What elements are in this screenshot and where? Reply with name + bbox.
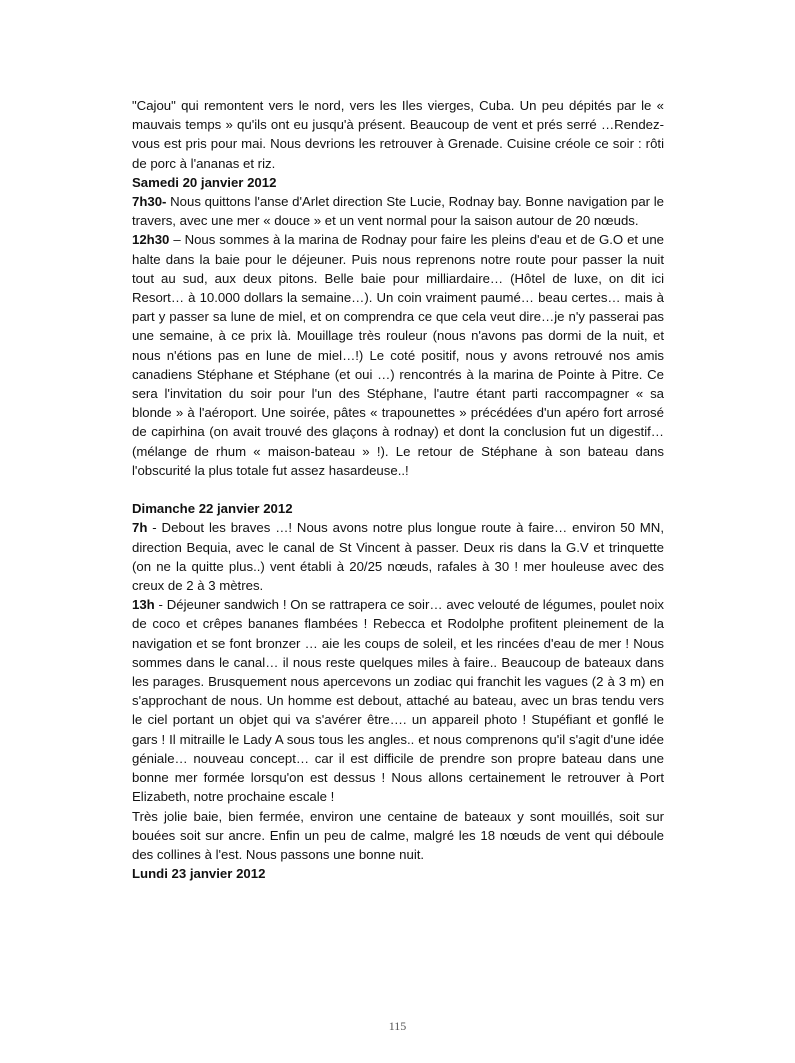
time-label: 13h xyxy=(132,597,155,613)
time-label: 7h30- xyxy=(132,194,167,210)
date-heading: Samedi 20 janvier 2012 xyxy=(132,174,277,190)
paragraph-text: – Nous sommes à la marina de Rodnay pour faire les pleins d'eau et de G.O et une halte dans la baie pour le déjeuner. Puis nous reprenons notre route pour passer la nuit tout au sud, aux deux pitons. Belle baie pour milliardaire… (Hôtel de luxe, on dit ici Resort… à 10.000 dollars la semaine…). Un coin vraiment paumé… beau certes… mais à part y passer sa lune de miel, et on comprendra ce que cela veut dire…je n'y passerai pas une semaine, à ce prix là. Mouillage très rouleur (nous n'avons pas dormi de la nuit, et nous n'étions pas en lune de miel…!) Le coté positif, nous y avons retrouvé nos amis canadiens Stéphane et Stéphane (et oui …) rencontrés à la marina de Pointe à Pitre. Ce sera l'invitation du soir pour l'un des Stéphane, l'autre étant parti raccompagner « sa blonde » à l'aéroport. Une soirée, pâtes « trapounettes » précédées d'un apéro fort arrosé de capirhina (on avait trouvé des glaçons à rodnay) et dont la conclusion fut un digestif… (mélange de rhum « maison-bateau » !). Le retour de Stéphane à son bateau dans l'obscurité la plus totale fut assez hasardeuse..! xyxy=(132,232,664,478)
date-heading: Lundi 23 janvier 2012 xyxy=(132,866,266,882)
journal-paragraph xyxy=(132,96,664,173)
paragraph-text: - Déjeuner sandwich ! On se rattrapera ce soir… avec velouté de légumes, poulet noix de coco et crêpes bananes flambées ! Rebecca et Rodolphe profitent pleinement de la navigation et se font bronzer … aie les coups de soleil, et les rincées d'eau de mer ! Nous sommes dans le canal… il nous reste quelques miles à faire.. Beaucoup de bateaux dans les parages. Brusquement nous apercevons un zodiac qui franchit les vagues (2 à 3 m) en s'approchant de nous. Un homme est debout, attaché au bateau, avec un bras tendu vers le ciel portant un objet qui va s'avérer être…. un appareil photo ! Stupéfiant et gonflé le gars ! Il mitraille le Lady A sous tous les angles.. et nous comprenons qu'il s'agit d'une idée géniale… nouveau concept… car il est difficile de prendre son propre bateau dans une bonne mer formée lorsqu'on est dessus ! Nous allons certainement le retrouver à Port Elizabeth, notre prochaine escale ! xyxy=(132,597,664,805)
date-heading: Dimanche 22 janvier 2012 xyxy=(132,501,293,517)
time-label: 12h30 xyxy=(132,232,170,248)
time-label: 7h xyxy=(132,520,148,536)
paragraph-text: - Debout les braves …! Nous avons notre plus longue route à faire… environ 50 MN, direction Bequia, avec le canal de St Vincent à passer. Deux ris dans la G.V et trinquette (on ne la quitte plus..) vent établi à 20/25 nœuds, rafales à 30 ! mer houleuse avec des creux de 2 à 3 mètres. xyxy=(132,520,664,594)
journal-paragraph xyxy=(132,230,664,480)
page-number: 115 xyxy=(388,1019,407,1033)
journal-paragraph xyxy=(132,807,664,865)
paragraph-text: Très jolie baie, bien fermée, environ une centaine de bateaux y sont mouillés, soit sur bouées soit sur ancre. Enfin un peu de calme, malgré les 18 nœuds de vent qui déboule des collines à l'est. Nous passons une bonne nuit. xyxy=(132,808,664,862)
journal-paragraph xyxy=(132,595,664,806)
paragraph-text: Nous quittons l'anse d'Arlet direction Ste Lucie, Rodnay bay. Bonne navigation par le travers, avec une mer « douce » et un vent normal pour la saison autour de 20 nœuds. xyxy=(132,194,664,229)
blank-line xyxy=(132,480,664,499)
journal-paragraph xyxy=(132,518,664,595)
paragraph-text: "Cajou" qui remontent vers le nord, vers les Iles vierges, Cuba. Un peu dépités par le « mauvais temps » qu'ils ont eu jusqu'à présent. Beaucoup de vent et prés serré …Rendez-vous est pris pour mai. Nous devrions les retrouver à Grenade. Cuisine créole ce soir : rôti de porc à l'ananas et riz. xyxy=(132,98,664,171)
journal-paragraph xyxy=(132,192,664,230)
body-text xyxy=(132,96,664,883)
